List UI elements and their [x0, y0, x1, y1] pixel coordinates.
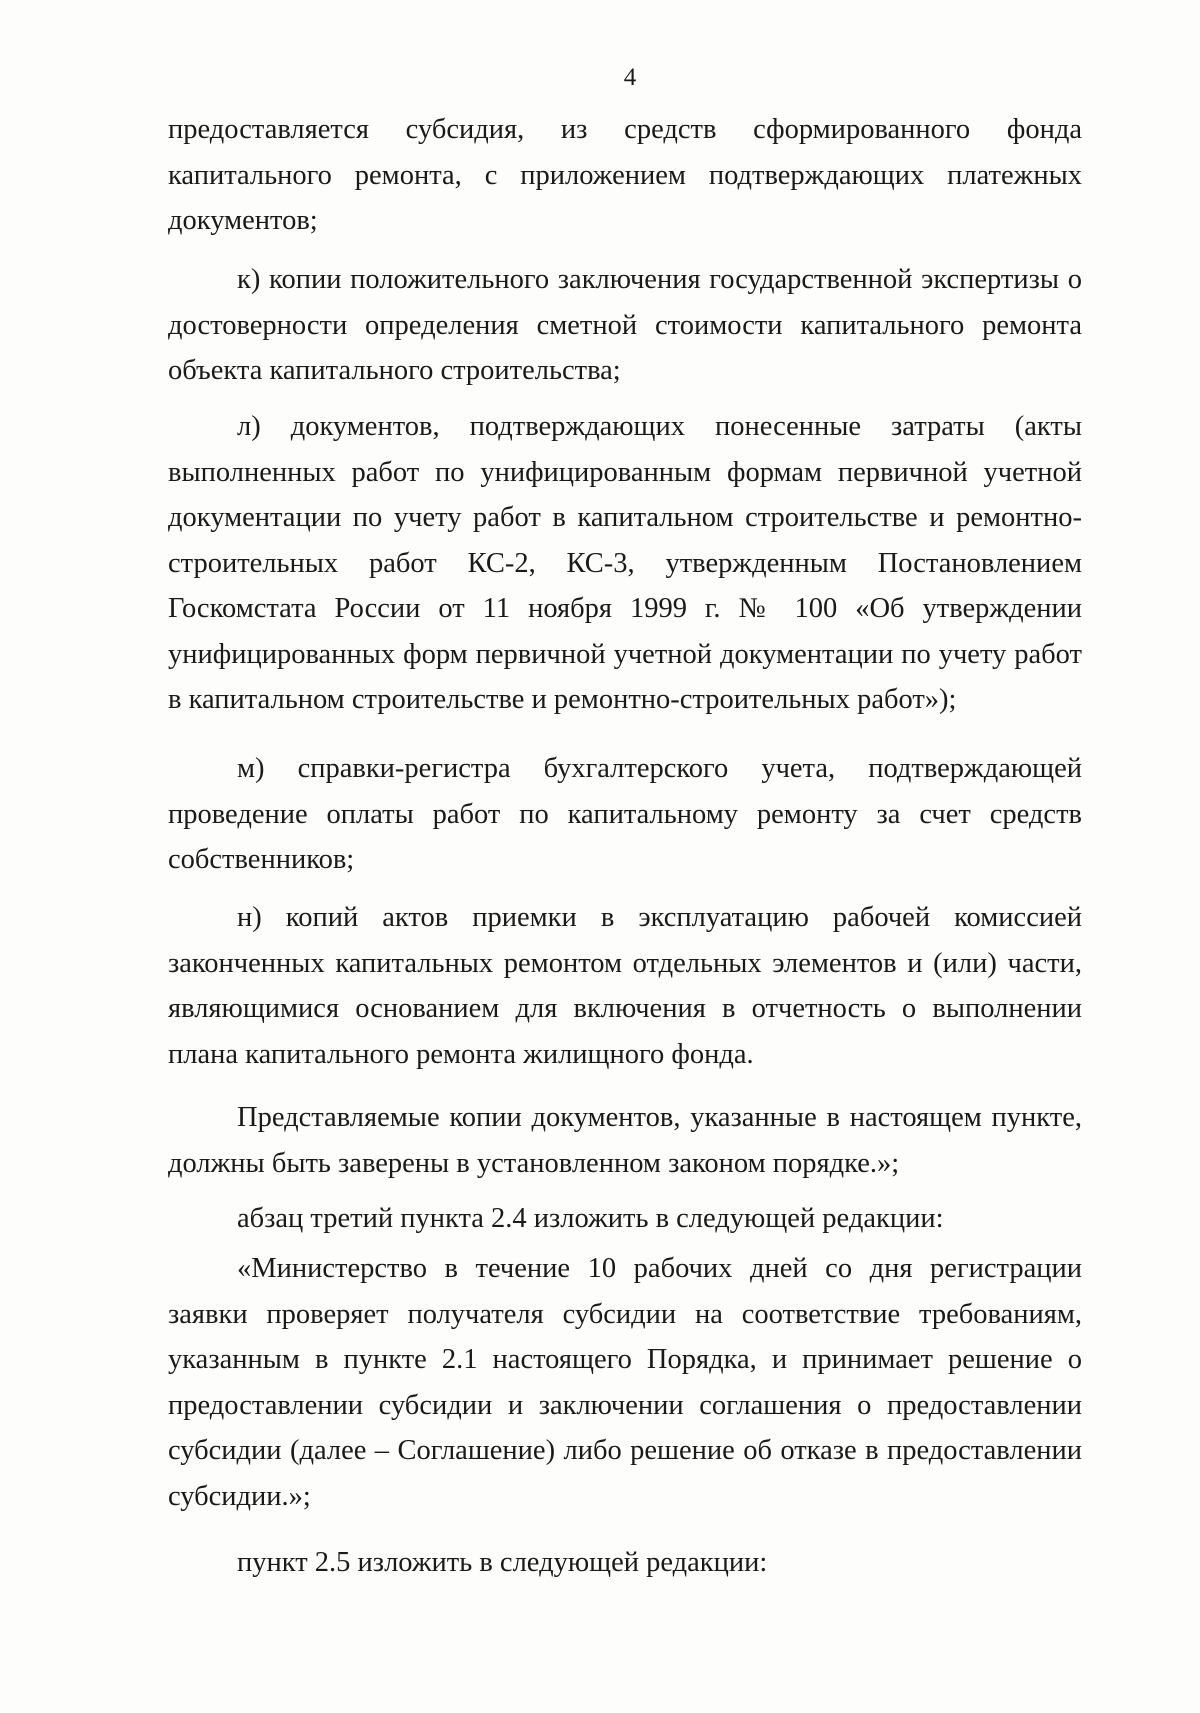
page-number: 4: [623, 64, 637, 91]
paragraph-amendment-2-4: абзац третий пункта 2.4 изложить в следующей редакции:: [237, 1203, 944, 1234]
paragraph-item-n: н) копий актов приемки в эксплуатацию рабочей комиссией законченных капитальных ремонтом отдельных элементов и (или) части, являющимися основанием для включения в отчетность о выполнении плана капитального ремонта жилищного фонда.: [168, 902, 1082, 1070]
paragraph-continuation: предоставляется субсидия, из средств сформированного фонда капитального ремонта, с приложением подтверждающих платежных документов;: [168, 114, 1082, 236]
paragraph-amendment-2-5: пункт 2.5 изложить в следующей редакции:: [237, 1547, 768, 1578]
paragraph-item-m: м) справки-регистра бухгалтерского учета, подтверждающей проведение оплаты работ по капитальному ремонту за счет средств собственников;: [168, 753, 1082, 875]
paragraph-item-k: к) копии положительного заключения государственной экспертизы о достоверности определения сметной стоимости капитального ремонта объекта капитального строительства;: [168, 264, 1082, 386]
paragraph-ministry-decision: «Министерство в течение 10 рабочих дней со дня регистрации заявки проверяет получателя субсидии на соответствие требованиям, указанным в пункте 2.1 настоящего Порядка, и принимает решение о предоставлении субсидии и заключении соглашения о предоставлении субсидии (далее – Соглашение) либо решение об отказе в предоставлении субсидии.»;: [168, 1253, 1082, 1512]
paragraph-certification: Представляемые копии документов, указанные в настоящем пункте, должны быть заверены в установленном законом порядке.»;: [168, 1102, 1082, 1179]
paragraph-item-l: л) документов, подтверждающих понесенные затраты (акты выполненных работ по унифицированным формам первичной учетной документации по учету работ в капитальном строительстве и ремонтно-строительных работ КС-2, КС-3, утвержденным Постановлением Госкомстата России от 11 ноября 1999 г. № 100 «Об утверждении унифицированных форм первичной учетной документации по учету работ в капитальном строительстве и ремонтно-строительных работ»);: [168, 411, 1082, 715]
